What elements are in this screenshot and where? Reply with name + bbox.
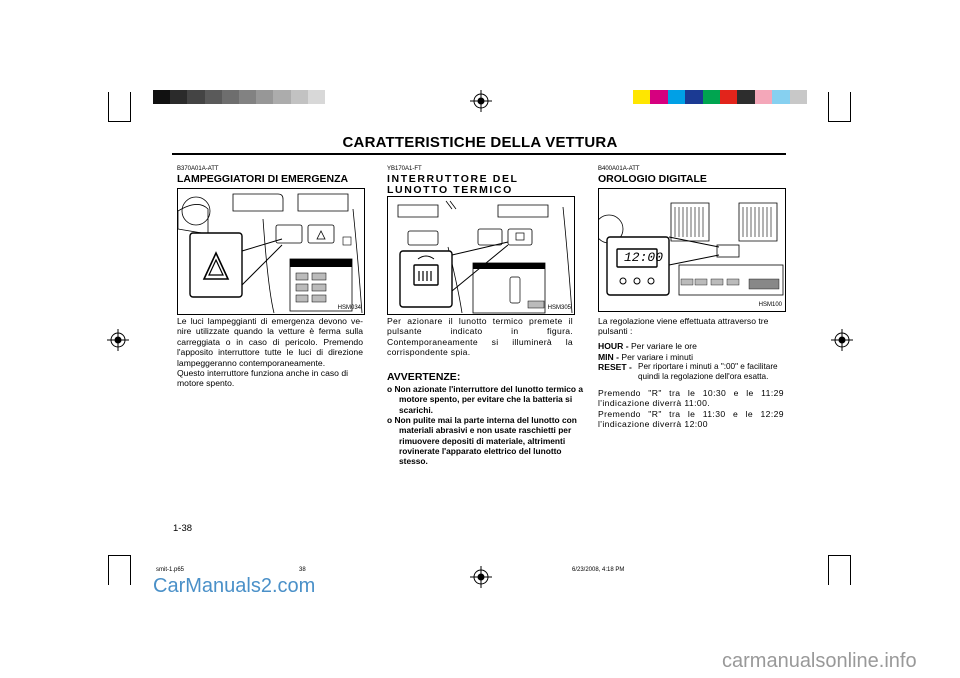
warning-item: o Non pulite mai la parte interna del lunotto con materiali abrasivi e non usate raschietti per rimuovere depositi di materiale, altrimenti rovinerate l'apparato elettrico del lunotto stesso. bbox=[387, 415, 577, 467]
clock-display: 12:00 bbox=[624, 250, 664, 265]
definition-text: Per variare i minuti bbox=[621, 352, 694, 362]
color-swatch bbox=[703, 90, 720, 104]
definition-term: RESET - bbox=[598, 362, 632, 372]
body-text: La regolazione viene effettuata attraverso tre pulsanti : bbox=[598, 316, 769, 337]
crop-mark bbox=[828, 121, 850, 122]
definition-text: Per riportare i minuti a ":00" e facilitare quindi la regolazione dell'ora esatta. bbox=[638, 362, 778, 382]
crop-mark bbox=[828, 92, 829, 122]
body-text: Le luci lampeggianti di emergenza devono ve-nire utilizzate quando la vetture è ferma sulla carreggiata o in caso di pericolo. Premendo l'apposito interruttore tutte le luci di direzione lampeggeranno contemporaneamente. bbox=[177, 316, 363, 368]
page-title: CARATTERISTICHE DELLA VETTURA bbox=[342, 134, 618, 151]
digital-clock-figure bbox=[598, 188, 786, 312]
footer-file: smit-1.p65 bbox=[156, 567, 185, 573]
body-text: Premendo "R" tra le 11:30 e le 12:29 l'indicazione diverrà 12:00 bbox=[598, 409, 784, 430]
definition-reset bbox=[598, 362, 784, 383]
section-heading: LAMPEGGIATORI DI EMERGENZA bbox=[177, 173, 349, 185]
warning-item: o Non azionate l'interruttore del lunotto termico a motore spento, per evitare che la batteria si scarichi. bbox=[387, 384, 584, 415]
body-text: Questo interruttore funziona anche in caso di motore spento. bbox=[177, 368, 349, 389]
registration-mark-icon bbox=[107, 329, 129, 351]
definition-term: HOUR - bbox=[598, 341, 629, 351]
definition-hour bbox=[598, 341, 784, 351]
title-rule bbox=[172, 153, 786, 155]
color-swatch bbox=[668, 90, 685, 104]
crop-mark bbox=[850, 92, 851, 122]
definition-min bbox=[598, 352, 784, 362]
definition-term: MIN - bbox=[598, 352, 620, 362]
color-swatch bbox=[737, 90, 754, 104]
warning-title: AVVERTENZE: bbox=[387, 371, 461, 383]
section-heading: INTERRUTTORE DEL LUNOTTO TERMICO bbox=[387, 173, 519, 196]
body-text: Premendo "R" tra le 10:30 e le 11:29 l'indicazione diverrà 11:00. bbox=[598, 388, 784, 409]
gray-swatch bbox=[153, 90, 170, 104]
color-calibration-bar bbox=[633, 90, 807, 104]
color-swatch bbox=[755, 90, 772, 104]
gray-swatch bbox=[222, 90, 239, 104]
crop-mark bbox=[130, 92, 131, 122]
crop-mark bbox=[828, 555, 850, 556]
gray-swatch bbox=[205, 90, 222, 104]
color-swatch bbox=[633, 90, 650, 104]
color-swatch bbox=[772, 90, 789, 104]
watermark-right: carmanualsonline.info bbox=[722, 650, 917, 672]
registration-mark-icon bbox=[831, 329, 853, 351]
gray-swatch bbox=[170, 90, 187, 104]
crop-mark bbox=[108, 92, 109, 122]
gray-swatch bbox=[239, 90, 256, 104]
color-swatch bbox=[650, 90, 667, 104]
dashboard-illustration bbox=[178, 189, 364, 314]
crop-mark bbox=[108, 121, 130, 122]
crop-mark bbox=[108, 555, 109, 585]
footer-date: 6/23/2008, 4:18 PM bbox=[572, 567, 625, 573]
crop-mark bbox=[130, 555, 131, 585]
figure-label: HSM305 bbox=[547, 305, 571, 311]
dashboard-illustration bbox=[388, 197, 574, 314]
registration-mark-icon bbox=[470, 566, 492, 588]
crop-mark bbox=[108, 555, 130, 556]
figure-label: HSM100 bbox=[758, 302, 782, 308]
rear-defroster-figure bbox=[387, 196, 575, 315]
gray-swatch bbox=[256, 90, 273, 104]
color-swatch bbox=[790, 90, 807, 104]
crop-mark bbox=[850, 555, 851, 585]
section-code: B370A01A-ATT bbox=[177, 166, 219, 172]
crop-mark bbox=[828, 555, 829, 585]
color-swatch bbox=[685, 90, 702, 104]
grayscale-calibration-bar bbox=[153, 90, 325, 104]
gray-swatch bbox=[187, 90, 204, 104]
gray-swatch bbox=[291, 90, 308, 104]
watermark-left: CarManuals2.com bbox=[153, 575, 316, 597]
section-code: B400A01A-ATT bbox=[598, 166, 640, 172]
body-text: Per azionare il lunotto termico premete il pulsante indicato in figura. Contemporaneamente si illuminerà la corrispondente spia. bbox=[387, 316, 573, 358]
footer-page: 38 bbox=[299, 567, 306, 573]
registration-mark-icon bbox=[470, 90, 492, 112]
color-swatch bbox=[720, 90, 737, 104]
section-code: YB170A1-FT bbox=[387, 166, 422, 172]
page-number: 1-38 bbox=[173, 523, 193, 534]
figure-label: HSM034 bbox=[337, 305, 361, 311]
gray-swatch bbox=[308, 90, 325, 104]
section-heading: OROLOGIO DIGITALE bbox=[598, 173, 707, 185]
definition-text: Per variare le ore bbox=[630, 341, 697, 351]
hazard-switch-figure bbox=[177, 188, 365, 315]
gray-swatch bbox=[273, 90, 290, 104]
